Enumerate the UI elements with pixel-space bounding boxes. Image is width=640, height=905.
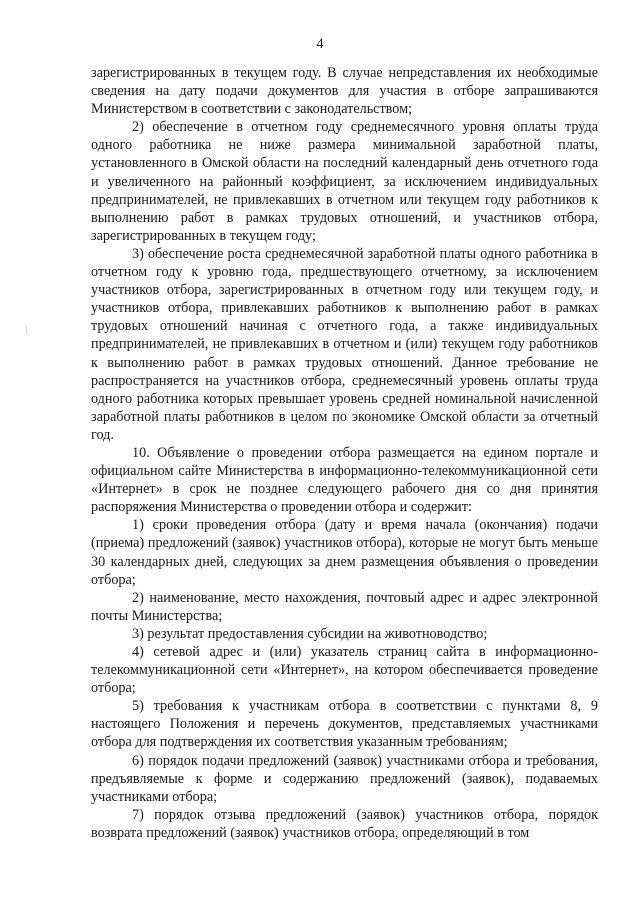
paragraph-s10-item-1: 1) сроки проведения отбора (дату и время начала (окончания) подачи (приема) предложений (заявок) участников отбора), которые не могут быть меньше 30 календарных дней, следующих за днем размещения объявления о проведении отбора;	[91, 517, 598, 588]
paragraph-item-3: 3) обеспечение роста среднемесячной заработной платы одного работника в отчетном году к уровню года, предшествующего отчетному, за исключением участников отбора, зарегистрированных в отчетном году или текущем году, и участников отбора, привлекавших работников к выполнению работ в рамках трудовых отношений начиная с отчетного года, а также индивидуальных предпринимателей, не привлекавших в отчетном и (или) текущем году работников к выполнению работ в рамках трудовых отношений. Данное требование не распространяется на участников отбора, среднемесячный уровень оплаты труда одного работника которых превышает уровень средней номинальной начисленной заработной платы работников в целом по экономике Омской области за отчетный год.	[91, 245, 598, 443]
paragraph-item-2: 2) обеспечение в отчетном году среднемесячного уровня оплаты труда одного работника не ниже размера минимальной заработной платы, установленного в Омской области на последний календарный день отчетного года и увеличенного на районный коэффициент, за исключением индивидуальных предпринимателей, не привлекавших в отчетном или текущем году работников к выполнению работ в рамках трудовых отношений, и участников отбора, зарегистрированных в текущем году;	[91, 119, 598, 244]
document-body	[91, 64, 598, 842]
paragraph-s10-item-5: 5) требования к участникам отбора в соответствии с пунктами 8, 9 настоящего Положения и перечень документов, представляемых участниками отбора для подтверждения их соответствия указанным требованиям;	[91, 698, 598, 751]
paragraph-s10-item-3: 3) результат предоставления субсидии на животноводство;	[132, 625, 488, 642]
paragraph-s10-item-4: 4) сетевой адрес и (или) указатель страниц сайта в информационно-телекоммуникационной сети «Интернет», на котором обеспечивается проведение отбора;	[91, 644, 598, 697]
paragraph-s10-item-7: 7) порядок отзыва предложений (заявок) участников отбора, порядок возврата предложений (заявок) участников отбора, определяющий в том	[91, 806, 598, 841]
margin-mark	[26, 326, 27, 334]
paragraph-section-10: 10. Объявление о проведении отбора размещается на едином портале и официальном сайте Министерства в информационно-телекоммуникационной сети «Интернет» в срок не позднее следующего рабочего дня со дня принятия распоряжения Министерства о проведении отбора и содержит:	[91, 444, 598, 516]
paragraph-s10-item-6: 6) порядок подачи предложений (заявок) участниками отбора и требования, предъявляемые к форме и содержанию предложений (заявок), подаваемых участниками отбора;	[91, 752, 598, 805]
paragraph-s10-item-2: 2) наименование, место нахождения, почтовый адрес и адрес электронной почты Министерства;	[91, 589, 598, 624]
paragraph-continuation: зарегистрированных в текущем году. В случае непредставления их необходимые сведения на дату подачи документов для участия в отборе запрашиваются Министерством в соответствии с законодательством;	[91, 65, 598, 118]
page-number: 4	[316, 36, 324, 52]
